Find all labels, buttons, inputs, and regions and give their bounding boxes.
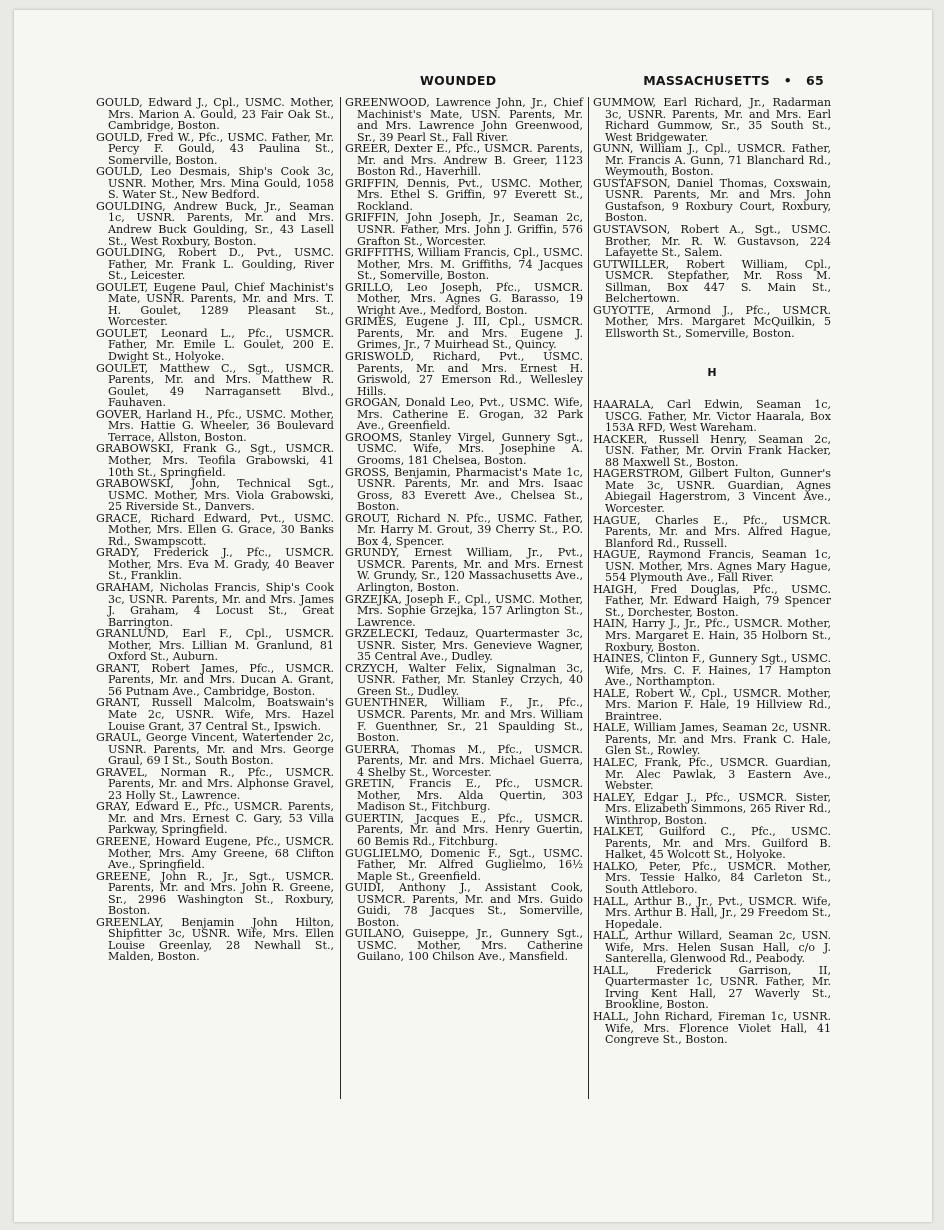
list-entry: GRIFFIN, John Joseph, Jr., Seaman 2c, USNR. Father, Mrs. John J. Griffin, 576 Grafton St., Worcester. — [345, 211, 583, 248]
list-entry: GREENE, John R., Jr., Sgt., USMCR. Parents, Mr. and Mrs. John R. Greene, Sr., 2996 Washington St., Roxbury, Boston. — [96, 869, 334, 918]
list-entry: HALKET, Guilford C., Pfc., USMC. Parents, Mr. and Mrs. Guilford B. Halket, 45 Wolcott St., Holyoke. — [593, 825, 831, 862]
list-entry: GUENTHNER, William F., Jr., Pfc., USMCR. Parents, Mr. and Mrs. William F. Guenthner, Sr., 21 Spaulding St., Boston. — [345, 696, 583, 745]
list-entry: HAARALA, Carl Edwin, Seaman 1c, USCG. Father, Mr. Victor Haarala, Box 153A RFD, West Wareham. — [593, 398, 831, 435]
list-entry: HALKO, Peter, Pfc., USMCR. Mother, Mrs. Tessie Halko, 84 Carleton St., South Attleboro. — [593, 859, 831, 896]
state-title: MASSACHUSETTS — [643, 73, 770, 88]
list-entry: HALL, Arthur Willard, Seaman 2c, USN. Wife, Mrs. Helen Susan Hall, c/o J. Santerella, Glenwood Rd., Peabody. — [593, 929, 831, 966]
list-entry: GREENE, Howard Eugene, Pfc., USMCR. Mother, Mrs. Amy Greene, 68 Clifton Ave., Springfield. — [96, 835, 334, 872]
list-entry: GUYOTTE, Armond J., Pfc., USMCR. Mother, Mrs. Margaret McQuilkin, 5 Ellsworth St., Somerville, Boston. — [593, 303, 831, 340]
list-entry: HAIGH, Fred Douglas, Pfc., USMC. Father, Mr. Edward Haigh, 79 Spencer St., Dorchester, Boston. — [593, 582, 831, 619]
list-entry: GRAY, Edward E., Pfc., USMCR. Parents, Mr. and Mrs. Ernest C. Gary, 53 Villa Parkway, Springfield. — [96, 800, 334, 837]
column-2 — [345, 97, 583, 963]
page-header — [96, 73, 830, 93]
list-entry: GUERRA, Thomas M., Pfc., USMCR. Parents, Mr. and Mrs. Michael Guerra, 4 Shelby St., Worcester. — [345, 742, 583, 779]
list-entry: GUSTAFSON, Daniel Thomas, Coxswain, USNR. Parents, Mr. and Mrs. John Gustafson, 9 Roxbury Court, Roxbury, Boston. — [593, 176, 831, 225]
list-entry: GRAHAM, Nicholas Francis, Ship's Cook 3c, USNR. Parents, Mr. and Mrs. James J. Graham, 4 Locust St., Great Barrington. — [96, 580, 334, 629]
list-entry: GRABOWSKI, Frank G., Sgt., USMCR. Mother, Mrs. Teofila Grabowski, 41 10th St., Springfield. — [96, 442, 334, 479]
list-entry: GRANT, Robert James, Pfc., USMCR. Parents, Mr. and Mrs. Ducan A. Grant, 56 Putnam Ave., Cambridge, Boston. — [96, 661, 334, 698]
list-entry: GOULET, Eugene Paul, Chief Machinist's Mate, USNR. Parents, Mr. and Mrs. T. H. Goulet, 1289 Pleasant St., Worcester. — [96, 280, 334, 329]
list-entry: HAGUE, Raymond Francis, Seaman 1c, USN. Mother, Mrs. Agnes Mary Hague, 554 Plymouth Ave., Fall River. — [593, 548, 831, 585]
list-entry: GRIMES, Eugene J. III, Cpl., USMCR. Parents, Mr. and Mrs. Eugene J. Grimes, Jr., 7 Muirhead St., Quincy. — [345, 315, 583, 352]
column-1 — [96, 97, 334, 963]
page-number: 65 — [806, 73, 824, 88]
list-entry: GRADY, Frederick J., Pfc., USMCR. Mother, Mrs. Eva M. Grady, 40 Beaver St., Franklin. — [96, 546, 334, 583]
list-entry: HALL, Frederick Garrison, II, Quartermaster 1c, USNR. Father, Mr. Irving Kent Hall, 27 Waverly St., Brookline, Boston. — [593, 963, 831, 1012]
list-entry: GUSTAVSON, Robert A., Sgt., USMC. Brother, Mr. R. W. Gustavson, 224 Lafayette St., Salem. — [593, 223, 831, 260]
list-entry: GREER, Dexter E., Pfc., USMCR. Parents, Mr. and Mrs. Andrew B. Greer, 1123 Boston Rd., Haverhill. — [345, 142, 583, 179]
list-entry: GOULD, Edward J., Cpl., USMC. Mother, Mrs. Marion A. Gould, 23 Fair Oak St., Cambridge, Boston. — [96, 96, 334, 133]
list-entry: GROSS, Benjamin, Pharmacist's Mate 1c, USNR. Parents, Mr. and Mrs. Isaac Gross, 83 Everett Ave., Chelsea St., Boston. — [345, 465, 583, 514]
column-divider — [588, 97, 589, 1099]
list-entry: HALE, William James, Seaman 2c, USNR. Parents, Mr. and Mrs. Frank C. Hale, Glen St., Rowley. — [593, 721, 831, 758]
list-entry: GRUNDY, Ernest William, Jr., Pvt., USMCR. Parents, Mr. and Mrs. Ernest W. Grundy, Sr., 120 Massachusetts Ave., Arlington, Boston. — [345, 546, 583, 594]
list-entry: HALEC, Frank, Pfc., USMCR. Guardian, Mr. Alec Pawlak, 3 Eastern Ave., Webster. — [593, 755, 831, 793]
list-entry: GUNN, William J., Cpl., USMCR. Father, Mr. Francis A. Gunn, 71 Blanchard Rd., Weymouth, Boston. — [593, 142, 831, 179]
list-entry: HACKER, Russell Henry, Seaman 2c, USN. Father, Mr. Orvin Frank Hacker, 88 Maxwell St., Boston. — [593, 432, 831, 469]
list-entry: GRABOWSKI, John, Technical Sgt., USMC. Mother, Mrs. Viola Grabowski, 25 Riverside St., Danvers. — [96, 477, 334, 514]
list-entry: GRILLO, Leo Joseph, Pfc., USMCR. Mother, Mrs. Agnes G. Barasso, 19 Wright Ave., Medford, Boston. — [345, 280, 583, 317]
column-3 — [593, 97, 831, 1046]
list-entry: GRACE, Richard Edward, Pvt., USMC. Mother, Mrs. Ellen G. Grace, 30 Banks Rd., Swampscott. — [96, 511, 334, 548]
list-entry: HAGERSTROM, Gilbert Fulton, Gunner's Mate 3c, USNR. Guardian, Agnes Abiegail Hagerstrom, 3 Vincent Ave., Worcester. — [593, 467, 831, 515]
list-entry: GRANLUND, Earl F., Cpl., USMCR. Mother, Mrs. Lillian M. Granlund, 81 Oxford St., Auburn. — [96, 627, 334, 664]
list-entry: HAGUE, Charles E., Pfc., USMCR. Parents, Mr. and Mrs. Alfred Hague, Blanford Rd., Russell. — [593, 513, 831, 550]
list-entry: GUGLIELMO, Domenic F., Sgt., USMC. Father, Mr. Alfred Guglielmo, 16½ Maple St., Greenfield. — [345, 846, 583, 883]
list-entry: CRZYCH, Walter Felix, Signalman 3c, USNR. Father, Mr. Stanley Crzych, 40 Green St., Dudley. — [345, 661, 583, 698]
list-entry: HALE, Robert W., Cpl., USMCR. Mother, Mrs. Marion F. Hale, 19 Hillview Rd., Braintree. — [593, 686, 831, 723]
list-entry: GRIFFIN, Dennis, Pvt., USMC. Mother, Mrs. Ethel S. Griffin, 97 Everett St., Rockland. — [345, 176, 583, 213]
list-entry: GRAVEL, Norman R., Pfc., USMCR. Parents, Mr. and Mrs. Alphonse Gravel, 23 Holly St., Lawrence. — [96, 765, 334, 802]
list-entry: GUERTIN, Jacques E., Pfc., USMCR. Parents, Mr. and Mrs. Henry Guertin, 60 Bemis Rd., Fitchburg. — [345, 811, 583, 848]
list-entry: GRETIN, Francis E., Pfc., USMCR. Mother, Mrs. Alda Quertin, 303 Madison St., Fitchburg. — [345, 777, 583, 814]
list-entry: HALEY, Edgar J., Pfc., USMCR. Sister, Mrs. Elizabeth Simmons, 265 River Rd., Winthrop, Boston. — [593, 790, 831, 827]
list-entry: GRIFFITHS, William Francis, Cpl., USMC. Mother, Mrs. M. Griffiths, 74 Jacques St., Somerville, Boston. — [345, 246, 583, 283]
list-entry: GRZELECKI, Tedauz, Quartermaster 3c, USNR. Sister, Mrs. Genevieve Wagner, 35 Central Ave., Dudley. — [345, 627, 583, 664]
section-letter: H — [707, 366, 717, 380]
bullet-icon: • — [783, 73, 792, 88]
list-entry: GROGAN, Donald Leo, Pvt., USMC. Wife, Mrs. Catherine E. Grogan, 32 Park Ave., Greenfield. — [345, 396, 583, 433]
list-entry: HAINES, Clinton F., Gunnery Sgt., USMC. Wife, Mrs. C. F. Haines, 17 Hampton Ave., Northampton. — [593, 652, 831, 689]
list-entry: GRAUL, George Vincent, Watertender 2c, USNR. Parents, Mr. and Mrs. George Graul, 69 I St., South Boston. — [96, 731, 334, 768]
list-entry: GROUT, Richard N. Pfc., USMC. Father, Mr. Harry M. Grout, 39 Cherry St., P.O. Box 4, Spencer. — [345, 511, 583, 548]
list-entry: GRZEJKA, Joseph F., Cpl., USMC. Mother, Mrs. Sophie Grzejka, 157 Arlington St., Lawrence. — [345, 592, 583, 629]
list-entry: GRISWOLD, Richard, Pvt., USMC. Parents, Mr. and Mrs. Ernest H. Griswold, 27 Emerson Rd., Wellesley Hills. — [345, 350, 583, 398]
list-entry: GOULD, Fred W., Pfc., USMC. Father, Mr. Percy F. Gould, 43 Paulina St., Somerville, Boston. — [96, 130, 334, 167]
list-entry: GOULDING, Robert D., Pvt., USMC. Father, Mr. Frank L. Goulding, River St., Leicester. — [96, 246, 334, 283]
list-entry: GOULD, Leo Desmais, Ship's Cook 3c, USNR. Mother, Mrs. Mina Gould, 1058 S. Water St., New Bedford. — [96, 165, 334, 202]
list-entry: GOVER, Harland H., Pfc., USMC. Mother, Mrs. Hattie G. Wheeler, 36 Boulevard Terrace, Allston, Boston. — [96, 407, 334, 444]
list-entry: GOULET, Leonard L., Pfc., USMCR. Father, Mr. Emile L. Goulet, 200 E. Dwight St., Holyoke. — [96, 326, 334, 364]
list-entry: GOULET, Matthew C., Sgt., USMCR. Parents, Mr. and Mrs. Matthew R. Goulet, 49 Narragansett Blvd., Fauhaven. — [96, 361, 334, 410]
section-title: WOUNDED — [420, 73, 497, 88]
list-entry: GUILANO, Guiseppe, Jr., Gunnery Sgt., USMC. Mother, Mrs. Catherine Guilano, 100 Chilson Ave., Mansfield. — [345, 927, 583, 964]
list-entry: GREENWOOD, Lawrence John, Jr., Chief Machinist's Mate, USN. Parents, Mr. and Mrs. Lawrence John Greenwood, Sr., 39 Pearl St., Fall River. — [345, 96, 583, 144]
list-entry: GROOMS, Stanley Virgel, Gunnery Sgt., USMC. Wife, Mrs. Josephine A. Grooms, 181 Chelsea, Boston. — [345, 430, 583, 467]
column-divider — [340, 97, 341, 1099]
list-entry: HALL, Arthur B., Jr., Pvt., USMCR. Wife, Mrs. Arthur B. Hall, Jr., 29 Freedom St., Hopedale. — [593, 894, 831, 931]
list-entry: HAIN, Harry J., Jr., Pfc., USMCR. Mother, Mrs. Margaret E. Hain, 35 Holborn St., Roxbury, Boston. — [593, 617, 831, 654]
list-entry: GUMMOW, Earl Richard, Jr., Radarman 3c, USNR. Parents, Mr. and Mrs. Earl Richard Gummow, Sr., 35 South St., West Bridgewater. — [593, 96, 831, 144]
list-entry: GREENLAY, Benjamin John Hilton, Shipfitter 3c, USNR. Wife, Mrs. Ellen Louise Greenlay, 28 Newhall St., Malden, Boston. — [96, 915, 334, 964]
list-entry: GUIDI, Anthony J., Assistant Cook, USMCR. Parents, Mr. and Mrs. Guido Guidi, 78 Jacques St., Somerville, Boston. — [345, 881, 583, 929]
list-entry: GUTWILLER, Robert William, Cpl., USMCR. Stepfather, Mr. Ross M. Sillman, Box 447 S. Main St., Belchertown. — [593, 257, 831, 306]
list-entry: GRANT, Russell Malcolm, Boatswain's Mate 2c, USNR. Wife, Mrs. Hazel Louise Grant, 37 Central St., Ipswich. — [96, 696, 334, 733]
list-entry: GOULDING, Andrew Buck, Jr., Seaman 1c, USNR. Parents, Mr. and Mrs. Andrew Buck Goulding, Sr., 43 Lasell St., West Roxbury, Boston. — [96, 199, 334, 248]
list-entry: HALL, John Richard, Fireman 1c, USNR. Wife, Mrs. Florence Violet Hall, 41 Congreve St., Boston. — [593, 1010, 831, 1047]
